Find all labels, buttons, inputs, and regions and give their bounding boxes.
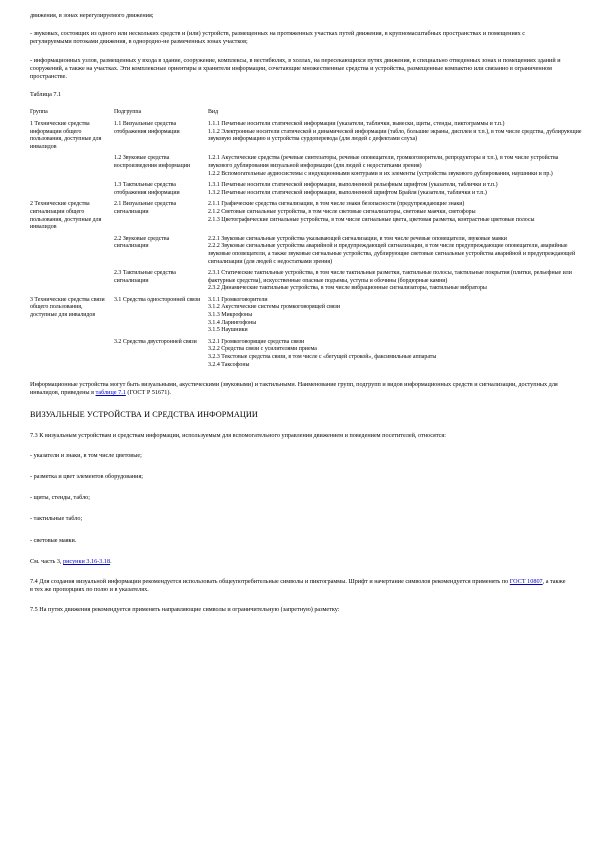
group-cell: 1 Технические средства информации общего пользования, доступные для инвалидов [30,121,102,150]
kind-item: 2.1.1 Графические средства сигнализации, в том числе знаки безопасности (предупреждающие знаки) [208,201,465,208]
document-page [30,12,582,627]
figures-link[interactable]: рисунки 3.16-3.18 [63,557,111,565]
kind-item: 3.2.2 Средства связи с усилителями приема [208,346,317,353]
table-row [30,339,582,373]
kind-item: 3.1.3 Микрофоны [208,312,253,319]
group-cell [30,270,114,297]
kind-item: 3.2.1 Громкоговорящие средства связи [208,338,305,345]
kind-item: 1.3.1 Печатные носители статической информации, выполненной рельефным шрифтом (указатели, таблички и т.п.) [208,182,498,189]
subgroup-cell: 1.2 Звуковые средства воспроизведения информации [114,155,191,169]
list-item: - тактильные табло; [30,515,83,523]
clause-7-4-text: 7.4 Для создания визуальной информации рекомендуется использовать общеупотребительные символы и пиктограммы. Шрифт и начертание символов рекомендуется применять по [30,578,510,586]
header-kind: Вид [208,109,219,116]
after-table-paragraph [30,381,568,397]
table-header-row [30,109,582,121]
kind-item: 1.3.2 Печатные носители статической информации, выполненной шрифтом Брайля (указатели, таблички и т.п.) [208,189,487,196]
kind-cell [208,155,582,182]
clause-7-5: 7.5 На путях движения рекомендуется применять направляющие символы и ограничительную (запретную) разметку: [30,606,340,614]
kind-item: 3.1.2 Акустические системы громкоговорящей связи [208,304,341,311]
info-means-table [30,109,582,373]
after-table-text: Информационные устройства могут быть визуальными, акустическими (звуковыми) и тактильными. Наименование групп, подгрупп и видов информационных средств и сигнализации, доступных для инвалидов, приведены в [30,381,558,397]
group-cell [30,339,114,373]
kind-item: 3.1.5 Наушники [208,327,248,334]
kind-cell [208,297,582,339]
header-subgroup: Подгруппа [114,109,142,116]
table-row [30,182,582,201]
kind-item: 2.2.1 Звуковые сигнальные устройства указывающей сигнализации, в том числе речевые оповещатели, звуковые маяки [208,235,507,242]
kind-cell [208,270,582,297]
group-cell [30,182,114,201]
table-row [30,297,582,339]
group-cell [30,155,114,182]
kind-item: 1.2.1 Акустические средства (речевые синтезаторы, речевые оповещатели, громкоговорители, репродукторы и т.п.), в том числе устройства звукового дублирования визуальной информации (для людей с недостатками зрения) [208,155,559,169]
kind-item: 2.2.2 Звуковые сигнальные устройства аварийной и предупреждающей сигнализации, в том числе предупреждающие оповещатели, аварийные звуковые оповещатели, а также звуковые сигнальные устройства, дублирующие световые сигнальные устройства аварийной и предупреждающей сигнализации (для людей с недостатками зрения) [208,243,576,265]
list-item: - разметка и цвет элементов оборудования; [30,473,144,481]
list-item: - указатели и знаки, в том числе цветовые; [30,451,142,459]
kind-item: 2.3.2 Динамические тактильные устройства, в том числе вибрационные сигнализаторы, тактильные вибраторы [208,285,487,292]
see-text: См. часть 3, [30,557,64,565]
see-reference [30,558,568,566]
kind-cell [208,121,582,155]
kind-item: 1.2.2 Вспомогательные аудиосистемы с индукционными контурами и их элементы (устройства звукового дублирования, наушники и пр.) [208,170,553,177]
group-cell: 3 Технические средства связи общего пользования, доступные для инвалидов [30,296,105,319]
table-row [30,236,582,270]
kind-item: 3.2.3 Текстовые средства связи, в том числе с «бегущей строкой», факсимильные аппараты [208,354,437,361]
kind-item: 3.1.1 Громкоговорители [208,296,268,303]
table-caption: Таблица 7.1 [30,91,62,99]
kind-item: 3.1.4 Ларингофоны [208,319,257,326]
subgroup-cell: 2.2 Звуковые средства сигнализации [114,235,170,250]
section-title: ВИЗУАЛЬНЫЕ УСТРОЙСТВА И СРЕДСТВА ИНФОРМАЦИИ [30,409,258,419]
subgroup-cell: 2.1 Визуальные средства сигнализации [114,201,177,215]
group-cell [30,236,114,270]
kind-item: 1.1.2 Электронные носители статической и динамической информации (табло, большие экраны, дисплеи и т.п.), в том числе средства, дублирующие звуковую информацию и устройства сурдоперевода (для людей с дефектами слуха) [208,128,582,143]
subgroup-cell: 1.3 Тактильные средства отображения информации [114,182,180,196]
table-7-1-link[interactable]: таблице 7.1 [95,389,126,397]
intro-paragraph-nodes: - информационных узлов, размещенных у входа в здание, сооружение, комплексы, в вестибюлях, в холлах, на пересекающихся путях движения, в специально отведенных зонах и помещениях зданий и сооружений, а также на участках. Эти комплексные ориентиры и хранители информации, сочетающие множественные средства и устройства, размещенные компактно или связанно в ограниченном пространстве. [30,56,561,81]
kind-item: 3.2.4 Таксофоны [208,361,250,368]
list-item: - световые маяки. [30,536,77,544]
subgroup-cell: 3.1 Средства односторонней связи [114,296,201,303]
subgroup-cell: 1.1 Визуальные средства отображения информации [114,121,180,135]
intro-line: движения, в зонах нерегулируемого движения; [30,12,154,19]
kind-item: 2.3.1 Статические тактильные устройства, в том числе тактильные разметки, тактильные полосы, тактильные покрытия (плитки, рельефные или фактурные средства), искусственные опасные подъемы, уступы и обочины (бордюрные камни) [208,270,572,284]
table-row [30,270,582,297]
clause-7-3: 7.3 К визуальным устройствам и средствам информации, используемым для вспомогательного управления движением и поведением посетителей, относятся: [30,431,446,439]
see-tail: . [110,557,112,565]
after-table-tail: (ГОСТ Р 51671). [125,389,171,397]
intro-paragraph-sound: - звуковых, состоящих из одного или нескольких средств и (или) устройств, размещенных на протяженных участках путей движения, в крупномасштабных пространствах и помещениях с регулируемыми потоками движения, в однородно-не размеченных зонах участков; [30,30,525,46]
kind-item: 1.1.1 Печатные носители статической информации (указатели, таблички, вывески, щиты, стенды, пиктограммы и т.п.) [208,121,505,128]
kind-cell [208,182,582,201]
list-item: - щиты, стенды, табло; [30,494,90,502]
header-group: Группа [30,109,48,116]
kind-cell [208,339,582,373]
clause-7-4 [30,578,568,594]
table-row [30,201,582,235]
group-cell: 2 Технические средства сигнализации общего пользования, доступные для инвалидов [30,201,102,231]
table-row [30,121,582,155]
kind-item: 2.1.3 Цветографические сигнальные устройства, в том числе сигнальные цвета, цветовая разметка, контрастные цветовые полосы [208,216,535,223]
table-row [30,155,582,182]
clause-7-4-tail: , а также в тех же пропорциях по полю и в указателях. [30,578,566,594]
gost-10807-link[interactable]: ГОСТ 10807 [509,578,543,586]
kind-item: 2.1.2 Световые сигнальные устройства, в том числе световые сигнализаторы, световые маячки, светофоры [208,208,476,215]
kind-cell [208,236,582,270]
kind-cell [208,201,582,235]
subgroup-cell: 2.3 Тактильные средства сигнализации [114,270,176,284]
subgroup-cell: 3.2 Средства двусторонней связи [114,338,197,345]
